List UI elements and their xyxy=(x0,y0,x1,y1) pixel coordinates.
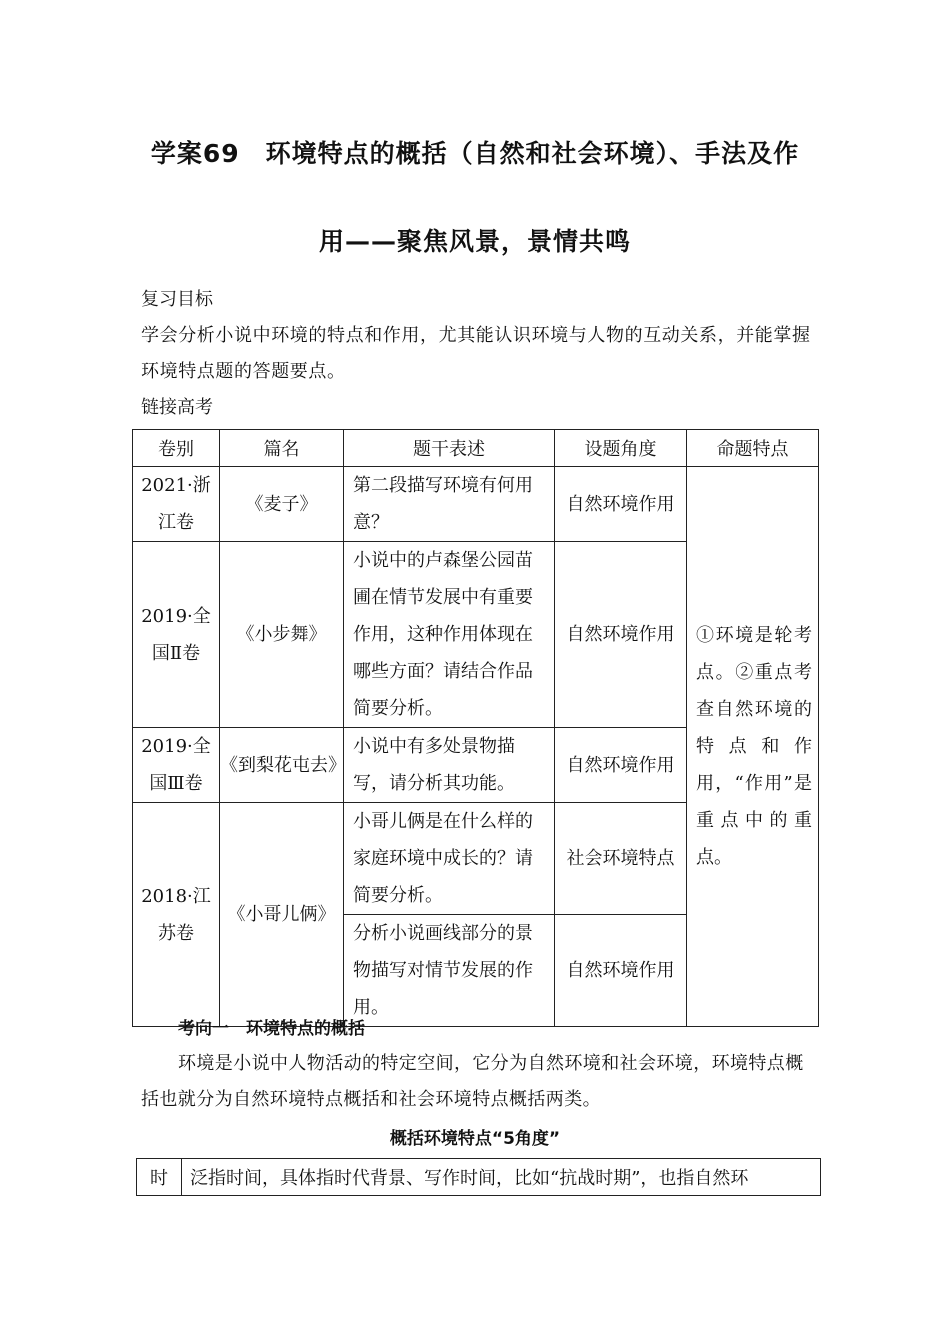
angle-text: 泛指时间，具体指时代背景、写作时间，比如“抗战时期”，也指自然环 xyxy=(182,1159,821,1196)
cell-title: 《到梨花屯去》 xyxy=(220,728,344,803)
cell-title: 《小步舞》 xyxy=(220,542,344,728)
cell-paper: 2018·江苏卷 xyxy=(133,803,220,1027)
cell-question: 小说中的卢森堡公园苗圃在情节发展中有重要作用，这种作用体现在哪些方面？请结合作品简要分析。 xyxy=(344,542,555,728)
cell-angle: 社会环境特点 xyxy=(555,803,687,915)
cell-feature: ①环境是轮考点。②重点考查自然环境的特点和作用，“作用”是重点中的重点。 xyxy=(687,467,819,1027)
page-title-line-2: 用——聚焦风景，景情共鸣 xyxy=(318,227,631,256)
exam-table xyxy=(132,429,819,1027)
header-paper: 卷别 xyxy=(133,430,220,467)
cell-paper: 2019·全国Ⅲ卷 xyxy=(133,728,220,803)
review-goal-text: 学会分析小说中环境的特点和作用，尤其能认识环境与人物的互动关系，并能掌握环境特点题的答题要点。 xyxy=(141,325,811,382)
header-feature: 命题特点 xyxy=(687,430,819,467)
cell-title: 《麦子》 xyxy=(220,467,344,542)
cell-angle: 自然环境作用 xyxy=(555,467,687,542)
table-row xyxy=(137,1159,821,1196)
header-title: 篇名 xyxy=(220,430,344,467)
cell-question: 分析小说画线部分的景物描写对情节发展的作用。 xyxy=(344,915,555,1027)
cell-question: 第二段描写环境有何用意？ xyxy=(344,467,555,542)
cell-title: 《小哥儿俩》 xyxy=(220,803,344,1027)
section-heading: 考向一 环境特点的概括 xyxy=(178,1019,365,1039)
page-title-line-1: 学案69 环境特点的概括（自然和社会环境）、手法及作 xyxy=(150,139,800,168)
cell-angle: 自然环境作用 xyxy=(555,542,687,728)
cell-angle: 自然环境作用 xyxy=(555,915,687,1027)
cell-paper: 2019·全国Ⅱ卷 xyxy=(133,542,220,728)
angle-key: 时 xyxy=(137,1159,182,1196)
cell-paper: 2021·浙江卷 xyxy=(133,467,220,542)
review-goal-label: 复习目标 xyxy=(141,289,213,310)
section-body: 环境是小说中人物活动的特定空间，它分为自然环境和社会环境，环境特点概括也就分为自然环境特点概括和社会环境特点概括两类。 xyxy=(141,1053,804,1110)
table-row xyxy=(133,467,819,542)
table-caption: 概括环境特点“5角度” xyxy=(389,1129,561,1149)
angles-table xyxy=(136,1158,821,1196)
header-question: 题干表述 xyxy=(344,430,555,467)
cell-angle: 自然环境作用 xyxy=(555,728,687,803)
exam-link-label: 链接高考 xyxy=(141,397,213,418)
cell-question: 小哥儿俩是在什么样的家庭环境中成长的？请简要分析。 xyxy=(344,803,555,915)
cell-question: 小说中有多处景物描写，请分析其功能。 xyxy=(344,728,555,803)
header-angle: 设题角度 xyxy=(555,430,687,467)
table-header-row xyxy=(133,430,819,467)
